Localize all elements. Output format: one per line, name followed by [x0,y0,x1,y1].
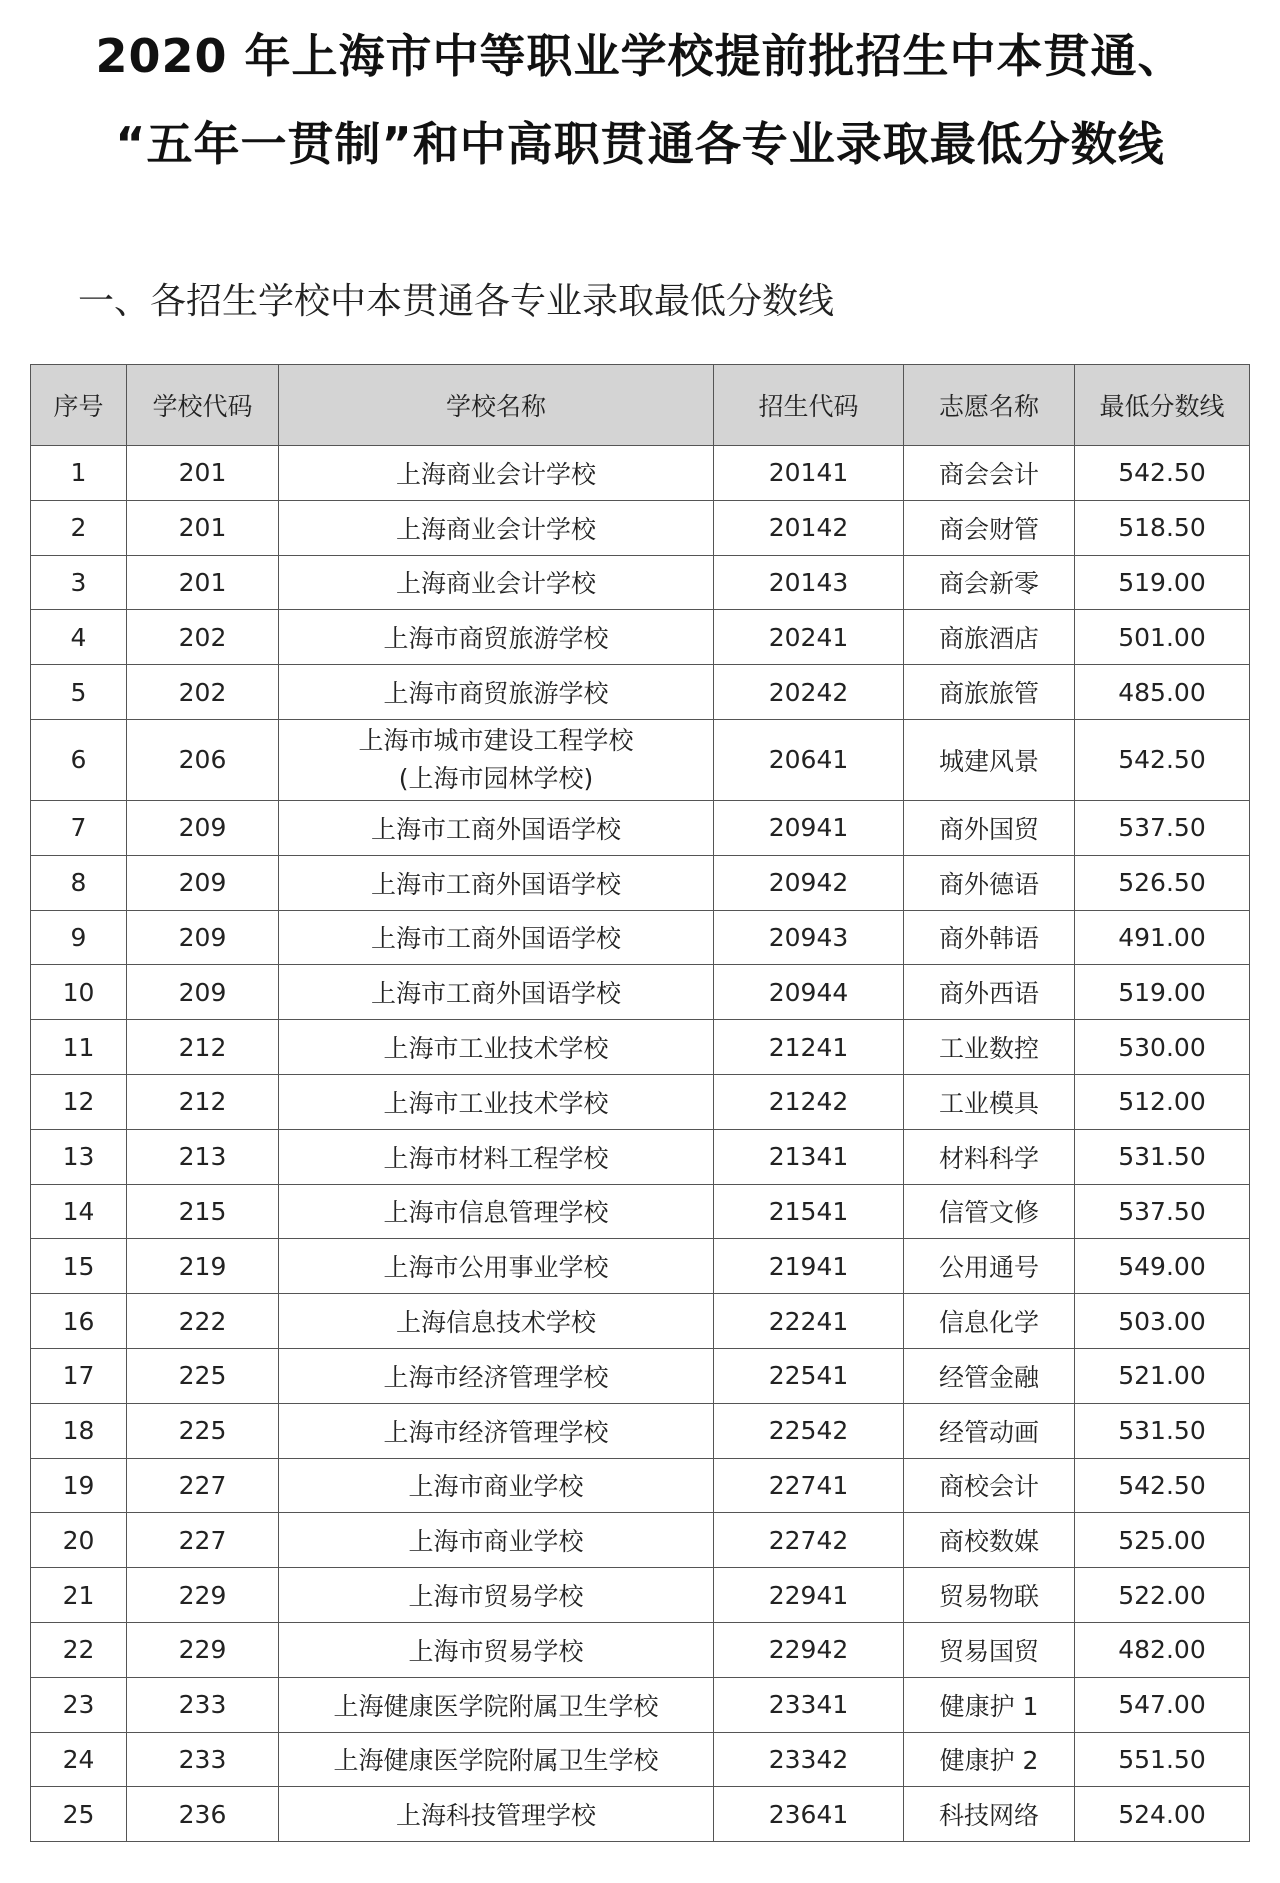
table-body [31,446,1250,1842]
cell-school-name: 上海市信息管理学校 [279,1184,714,1239]
cell-no: 19 [31,1458,127,1513]
cell-min-score: 531.50 [1075,1403,1250,1458]
cell-no: 8 [31,855,127,910]
cell-enroll-code: 20641 [714,719,904,800]
cell-program: 商外韩语 [904,910,1075,965]
table-row [31,1074,1250,1129]
score-table [30,364,1250,1842]
cell-min-score: 482.00 [1075,1622,1250,1677]
cell-no: 2 [31,500,127,555]
cell-no: 24 [31,1732,127,1787]
cell-school-code: 202 [127,610,279,665]
table-row [31,1184,1250,1239]
cell-min-score: 519.00 [1075,555,1250,610]
cell-school-code: 202 [127,665,279,720]
cell-school-code: 209 [127,965,279,1020]
cell-program: 城建风景 [904,719,1075,800]
table-row [31,1787,1250,1842]
cell-school-name [279,719,714,800]
cell-min-score: 537.50 [1075,1184,1250,1239]
cell-school-code: 201 [127,555,279,610]
cell-program: 科技网络 [904,1787,1075,1842]
table-row [31,610,1250,665]
cell-min-score: 531.50 [1075,1129,1250,1184]
table-row [31,1513,1250,1568]
table-row [31,665,1250,720]
cell-program: 贸易物联 [904,1568,1075,1623]
cell-school-code: 209 [127,800,279,855]
cell-min-score: 522.00 [1075,1568,1250,1623]
cell-program: 健康护 2 [904,1732,1075,1787]
cell-school-code: 212 [127,1074,279,1129]
page-title-line-2: “五年一贯制”和中高职贯通各专业录取最低分数线 [115,117,1165,171]
cell-school-name: 上海市商业学校 [279,1513,714,1568]
cell-no: 4 [31,610,127,665]
cell-school-name: 上海市商贸旅游学校 [279,610,714,665]
cell-school-name: 上海科技管理学校 [279,1787,714,1842]
cell-school-name: 上海市经济管理学校 [279,1403,714,1458]
cell-school-name: 上海市工商外国语学校 [279,855,714,910]
cell-no: 1 [31,446,127,501]
cell-no: 15 [31,1239,127,1294]
cell-program: 商校会计 [904,1458,1075,1513]
cell-school-code: 206 [127,719,279,800]
cell-no: 9 [31,910,127,965]
cell-enroll-code: 23342 [714,1732,904,1787]
cell-school-name: 上海市工商外国语学校 [279,965,714,1020]
cell-enroll-code: 23641 [714,1787,904,1842]
page-title-line-1: 2020 年上海市中等职业学校提前批招生中本贯通、 [95,29,1185,83]
header-no: 序号 [31,365,127,446]
cell-school-code: 212 [127,1020,279,1075]
cell-school-code: 236 [127,1787,279,1842]
cell-program: 健康护 1 [904,1677,1075,1732]
table-row [31,446,1250,501]
cell-enroll-code: 21541 [714,1184,904,1239]
cell-no: 13 [31,1129,127,1184]
cell-enroll-code: 22741 [714,1458,904,1513]
cell-school-name: 上海市工业技术学校 [279,1074,714,1129]
cell-no: 17 [31,1348,127,1403]
table-row [31,1129,1250,1184]
cell-program: 贸易国贸 [904,1622,1075,1677]
table-row [31,500,1250,555]
cell-no: 18 [31,1403,127,1458]
cell-enroll-code: 20944 [714,965,904,1020]
cell-no: 6 [31,719,127,800]
cell-no: 12 [31,1074,127,1129]
cell-program: 商会财管 [904,500,1075,555]
cell-enroll-code: 21341 [714,1129,904,1184]
header-school-code: 学校代码 [127,365,279,446]
cell-min-score: 518.50 [1075,500,1250,555]
cell-min-score: 542.50 [1075,1458,1250,1513]
cell-enroll-code: 20241 [714,610,904,665]
cell-enroll-code: 20143 [714,555,904,610]
cell-school-name: 上海健康医学院附属卫生学校 [279,1732,714,1787]
cell-enroll-code: 20942 [714,855,904,910]
cell-min-score: 519.00 [1075,965,1250,1020]
cell-enroll-code: 20142 [714,500,904,555]
school-name-line-2: (上海市园林学校) [398,763,594,793]
cell-min-score: 542.50 [1075,446,1250,501]
table-row [31,1239,1250,1294]
table-row [31,800,1250,855]
table-row [31,1458,1250,1513]
cell-program: 材料科学 [904,1129,1075,1184]
cell-min-score: 530.00 [1075,1020,1250,1075]
cell-school-code: 213 [127,1129,279,1184]
header-program: 志愿名称 [904,365,1075,446]
cell-min-score: 485.00 [1075,665,1250,720]
cell-min-score: 537.50 [1075,800,1250,855]
cell-program: 商旅旅管 [904,665,1075,720]
cell-no: 14 [31,1184,127,1239]
table-row [31,855,1250,910]
table-row [31,719,1250,800]
cell-enroll-code: 23341 [714,1677,904,1732]
cell-min-score: 491.00 [1075,910,1250,965]
table-row [31,1294,1250,1349]
table-row [31,1568,1250,1623]
cell-school-name: 上海商业会计学校 [279,500,714,555]
table-row [31,910,1250,965]
cell-no: 11 [31,1020,127,1075]
cell-program: 公用通号 [904,1239,1075,1294]
cell-enroll-code: 22542 [714,1403,904,1458]
cell-school-name: 上海商业会计学校 [279,555,714,610]
cell-min-score: 549.00 [1075,1239,1250,1294]
cell-min-score: 501.00 [1075,610,1250,665]
cell-school-code: 209 [127,910,279,965]
school-name-line-1: 上海市城市建设工程学校 [358,725,634,755]
cell-school-code: 201 [127,500,279,555]
cell-min-score: 551.50 [1075,1732,1250,1787]
cell-no: 7 [31,800,127,855]
cell-school-name: 上海市公用事业学校 [279,1239,714,1294]
table-row [31,555,1250,610]
cell-school-code: 209 [127,855,279,910]
cell-program: 商校数媒 [904,1513,1075,1568]
cell-school-name: 上海市商业学校 [279,1458,714,1513]
cell-min-score: 503.00 [1075,1294,1250,1349]
cell-school-code: 222 [127,1294,279,1349]
cell-enroll-code: 20242 [714,665,904,720]
table-row [31,1020,1250,1075]
cell-min-score: 526.50 [1075,855,1250,910]
cell-school-code: 229 [127,1622,279,1677]
table-row [31,1622,1250,1677]
cell-school-name: 上海市工业技术学校 [279,1020,714,1075]
cell-no: 21 [31,1568,127,1623]
cell-school-code: 227 [127,1458,279,1513]
cell-enroll-code: 22541 [714,1348,904,1403]
cell-school-name: 上海市商贸旅游学校 [279,665,714,720]
cell-school-name: 上海市贸易学校 [279,1568,714,1623]
cell-enroll-code: 22742 [714,1513,904,1568]
cell-no: 22 [31,1622,127,1677]
cell-min-score: 542.50 [1075,719,1250,800]
cell-enroll-code: 21241 [714,1020,904,1075]
cell-school-name: 上海健康医学院附属卫生学校 [279,1677,714,1732]
cell-enroll-code: 20943 [714,910,904,965]
cell-school-name: 上海市贸易学校 [279,1622,714,1677]
cell-program: 工业模具 [904,1074,1075,1129]
cell-min-score: 525.00 [1075,1513,1250,1568]
cell-program: 商外德语 [904,855,1075,910]
cell-school-code: 233 [127,1677,279,1732]
cell-school-code: 215 [127,1184,279,1239]
table-row [31,1677,1250,1732]
cell-school-code: 229 [127,1568,279,1623]
cell-school-name: 上海市经济管理学校 [279,1348,714,1403]
table-row [31,965,1250,1020]
cell-min-score: 524.00 [1075,1787,1250,1842]
cell-program: 工业数控 [904,1020,1075,1075]
cell-school-name: 上海市工商外国语学校 [279,800,714,855]
cell-school-name: 上海市工商外国语学校 [279,910,714,965]
cell-program: 信管文修 [904,1184,1075,1239]
table-row [31,1732,1250,1787]
cell-school-code: 225 [127,1403,279,1458]
cell-program: 经管动画 [904,1403,1075,1458]
cell-no: 25 [31,1787,127,1842]
cell-min-score: 521.00 [1075,1348,1250,1403]
header-min-score: 最低分数线 [1075,365,1250,446]
cell-enroll-code: 20141 [714,446,904,501]
cell-school-code: 201 [127,446,279,501]
cell-program: 商会新零 [904,555,1075,610]
table-row [31,1403,1250,1458]
cell-no: 23 [31,1677,127,1732]
cell-no: 20 [31,1513,127,1568]
cell-program: 经管金融 [904,1348,1075,1403]
cell-no: 10 [31,965,127,1020]
cell-school-name: 上海市材料工程学校 [279,1129,714,1184]
cell-min-score: 512.00 [1075,1074,1250,1129]
cell-enroll-code: 20941 [714,800,904,855]
section-heading: 一、各招生学校中本贯通各专业录取最低分数线 [78,281,835,322]
header-enroll-code: 招生代码 [714,365,904,446]
cell-program: 信息化学 [904,1294,1075,1349]
cell-school-code: 219 [127,1239,279,1294]
cell-school-name: 上海商业会计学校 [279,446,714,501]
cell-no: 3 [31,555,127,610]
cell-enroll-code: 21242 [714,1074,904,1129]
cell-program: 商外西语 [904,965,1075,1020]
cell-enroll-code: 22942 [714,1622,904,1677]
cell-program: 商会会计 [904,446,1075,501]
cell-school-name: 上海信息技术学校 [279,1294,714,1349]
cell-no: 5 [31,665,127,720]
cell-school-code: 225 [127,1348,279,1403]
cell-program: 商旅酒店 [904,610,1075,665]
cell-program: 商外国贸 [904,800,1075,855]
cell-school-code: 227 [127,1513,279,1568]
cell-min-score: 547.00 [1075,1677,1250,1732]
header-school-name: 学校名称 [279,365,714,446]
cell-enroll-code: 22241 [714,1294,904,1349]
cell-enroll-code: 22941 [714,1568,904,1623]
cell-enroll-code: 21941 [714,1239,904,1294]
table-row [31,1348,1250,1403]
cell-no: 16 [31,1294,127,1349]
cell-school-code: 233 [127,1732,279,1787]
table-header-row [31,365,1250,446]
